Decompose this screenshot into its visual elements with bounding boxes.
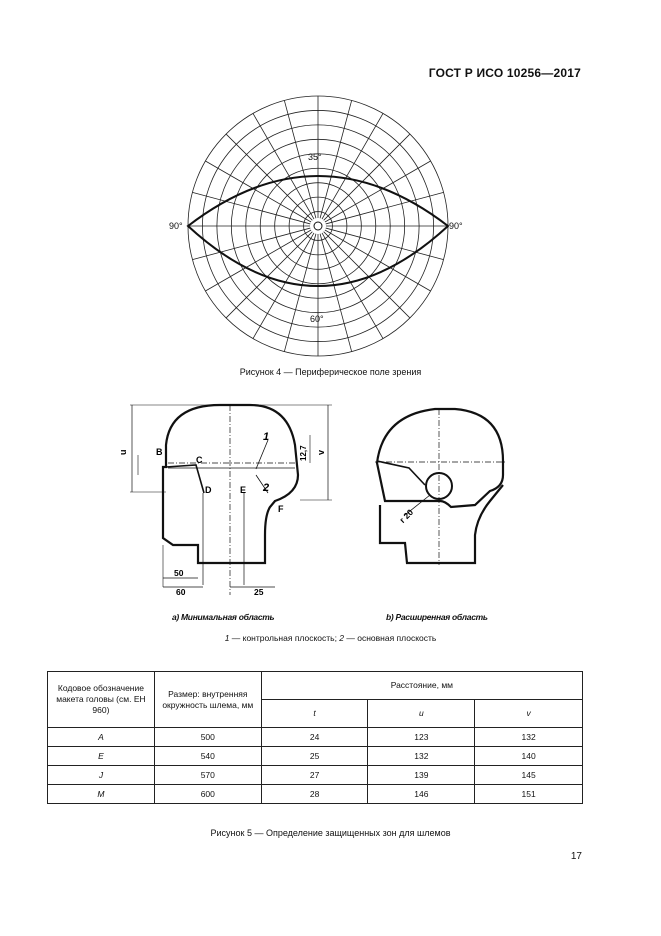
grid-spoke [192,192,310,224]
cell-u: 132 [368,747,475,766]
subcaption-a: а) Минимальная область [172,612,275,622]
table-row [48,785,583,804]
label-35deg: 35° [308,152,322,162]
label-60deg: 60° [310,314,324,324]
grid-spoke [325,230,431,291]
cell-t: 24 [261,728,368,747]
header-distance: Расстояние, мм [261,672,582,700]
legend-text-2: — основная плоскость [344,633,437,643]
diagram-minimal-area [110,395,350,605]
cell-code: E [48,747,155,766]
legend-text-1: — контрольная плоскость; [229,633,340,643]
dim-t: 12,7 [299,445,308,461]
header-v: v [475,700,583,728]
cell-code: M [48,785,155,804]
center-point [314,222,322,230]
cell-v: 132 [475,728,583,747]
cell-u: 146 [368,785,475,804]
cell-t: 28 [261,785,368,804]
grid-spoke [253,113,314,219]
label-90deg-left: 90° [169,221,183,231]
dim-50: 50 [174,568,184,578]
standard-number: ГОСТ Р ИСО 10256—2017 [428,66,581,80]
cell-v: 145 [475,766,583,785]
cell-size: 500 [154,728,261,747]
grid-spoke [284,234,316,352]
grid-spoke [325,161,431,222]
plane-2-label: 2 [263,482,270,494]
cell-size: 570 [154,766,261,785]
legend-number-2: 2 [339,633,345,643]
cell-size: 600 [154,785,261,804]
grid-spoke [322,113,383,219]
point-b: B [156,447,163,457]
point-f: F [278,504,284,514]
header-size: Размер: внутренняя окружность шлема, мм [154,672,261,728]
grid-spoke [324,232,410,318]
peripheral-vision-chart [160,90,480,370]
label-90deg-right: 90° [449,221,463,231]
grid-spoke [205,161,311,222]
grid-spoke [320,234,352,352]
figure5-legend [0,633,661,643]
grid-spoke [320,100,352,218]
point-c: C [196,455,203,465]
cell-v: 151 [475,785,583,804]
cell-u: 123 [368,728,475,747]
radius-label: r 20 [397,507,416,525]
page-number: 17 [570,851,582,862]
face-line-extended [377,461,425,485]
point-d: D [205,485,212,495]
table-row [48,766,583,785]
dimensions-table [47,671,583,804]
legend-number-1: 1 [224,633,230,643]
grid-spoke [226,232,312,318]
subcaption-b: b) Расширенная область [386,612,488,622]
header-t: t [261,700,368,728]
table-row [48,728,583,747]
dim-25: 25 [254,587,264,597]
cell-u: 139 [368,766,475,785]
plane-1-label: 1 [263,431,270,443]
dim-u: u [118,449,128,455]
grid-spoke [205,230,311,291]
figure5-caption: Рисунок 5 — Определение защищенных зон для шлемов [210,828,451,838]
header-u: u [368,700,475,728]
header-code: Кодовое обозначение макета головы (см. ЕН 960) [48,672,155,728]
cell-v: 140 [475,747,583,766]
point-e: E [240,485,247,495]
cell-size: 540 [154,747,261,766]
headform-outline [163,405,298,563]
dim-60: 60 [176,587,186,597]
table-row [48,747,583,766]
headform-outline-extended [377,409,503,507]
diagram-extended-area [365,395,525,575]
grid-spoke [326,192,444,224]
cell-t: 25 [261,747,368,766]
face-line [166,465,204,493]
cell-code: J [48,766,155,785]
dim-v: v [316,449,326,455]
cell-code: A [48,728,155,747]
cell-t: 27 [261,766,368,785]
figure4-caption: Рисунок 4 — Периферическое поле зрения [239,367,422,377]
